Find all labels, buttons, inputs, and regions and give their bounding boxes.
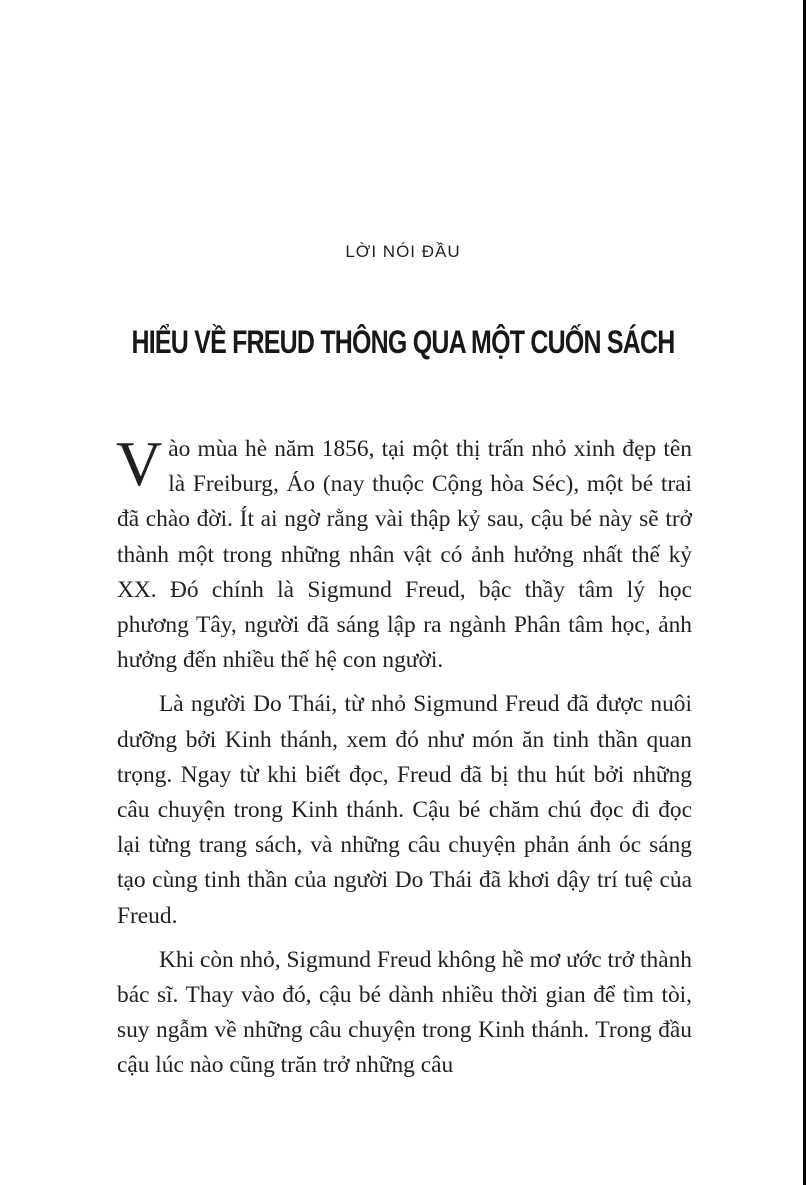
paragraph-3: Khi còn nhỏ, Sigmund Freud không hề mơ ước trở thành bác sĩ. Thay vào đó, cậu bé dành nhiều thời gian để tìm tòi, suy ngẫm về những câu chuyện trong Kinh thánh. Trong đầu cậu lúc nào cũng trăn trở những câu [117, 946, 692, 1079]
paragraph-1 [116, 428, 692, 678]
paragraph-1-text: ào mùa hè năm 1856, tại một thị trấn nhỏ xinh đẹp tên là Freiburg, Áo (nay thuộc Cộng hòa Séc), một bé trai đã chào đời. Ít ai ngờ rằng vài thập kỷ sau, cậu bé này sẽ trở thành một trong những nhân vật có ảnh hưởng nhất thế kỷ XX. Đó chính là Sigmund Freud, bậc thầy tâm lý học phương Tây, người đã sáng lập ra ngành Phân tâm học, ảnh hưởng đến nhiều thế hệ con người. [117, 436, 692, 674]
drop-cap: V [116, 428, 163, 499]
paragraph-2: Là người Do Thái, từ nhỏ Sigmund Freud đã được nuôi dưỡng bởi Kinh thánh, xem đó như món ăn tinh thần quan trọng. Ngay từ khi biết đọc, Freud đã bị thu hút bởi những câu chuyện trong Kinh thánh. Cậu bé chăm chú đọc đi đọc lại từng trang sách, và những câu chuyện phản ánh óc sáng tạo cùng tinh thần của người Do Thái đã khơi dậy trí tuệ của Freud. [117, 691, 692, 929]
section-label: LỜI NÓI ĐẦU [345, 242, 461, 261]
body-text [116, 428, 692, 1093]
chapter-title: HIỂU VỀ FREUD THÔNG QUA MỘT CUỐN SÁCH [131, 324, 675, 360]
